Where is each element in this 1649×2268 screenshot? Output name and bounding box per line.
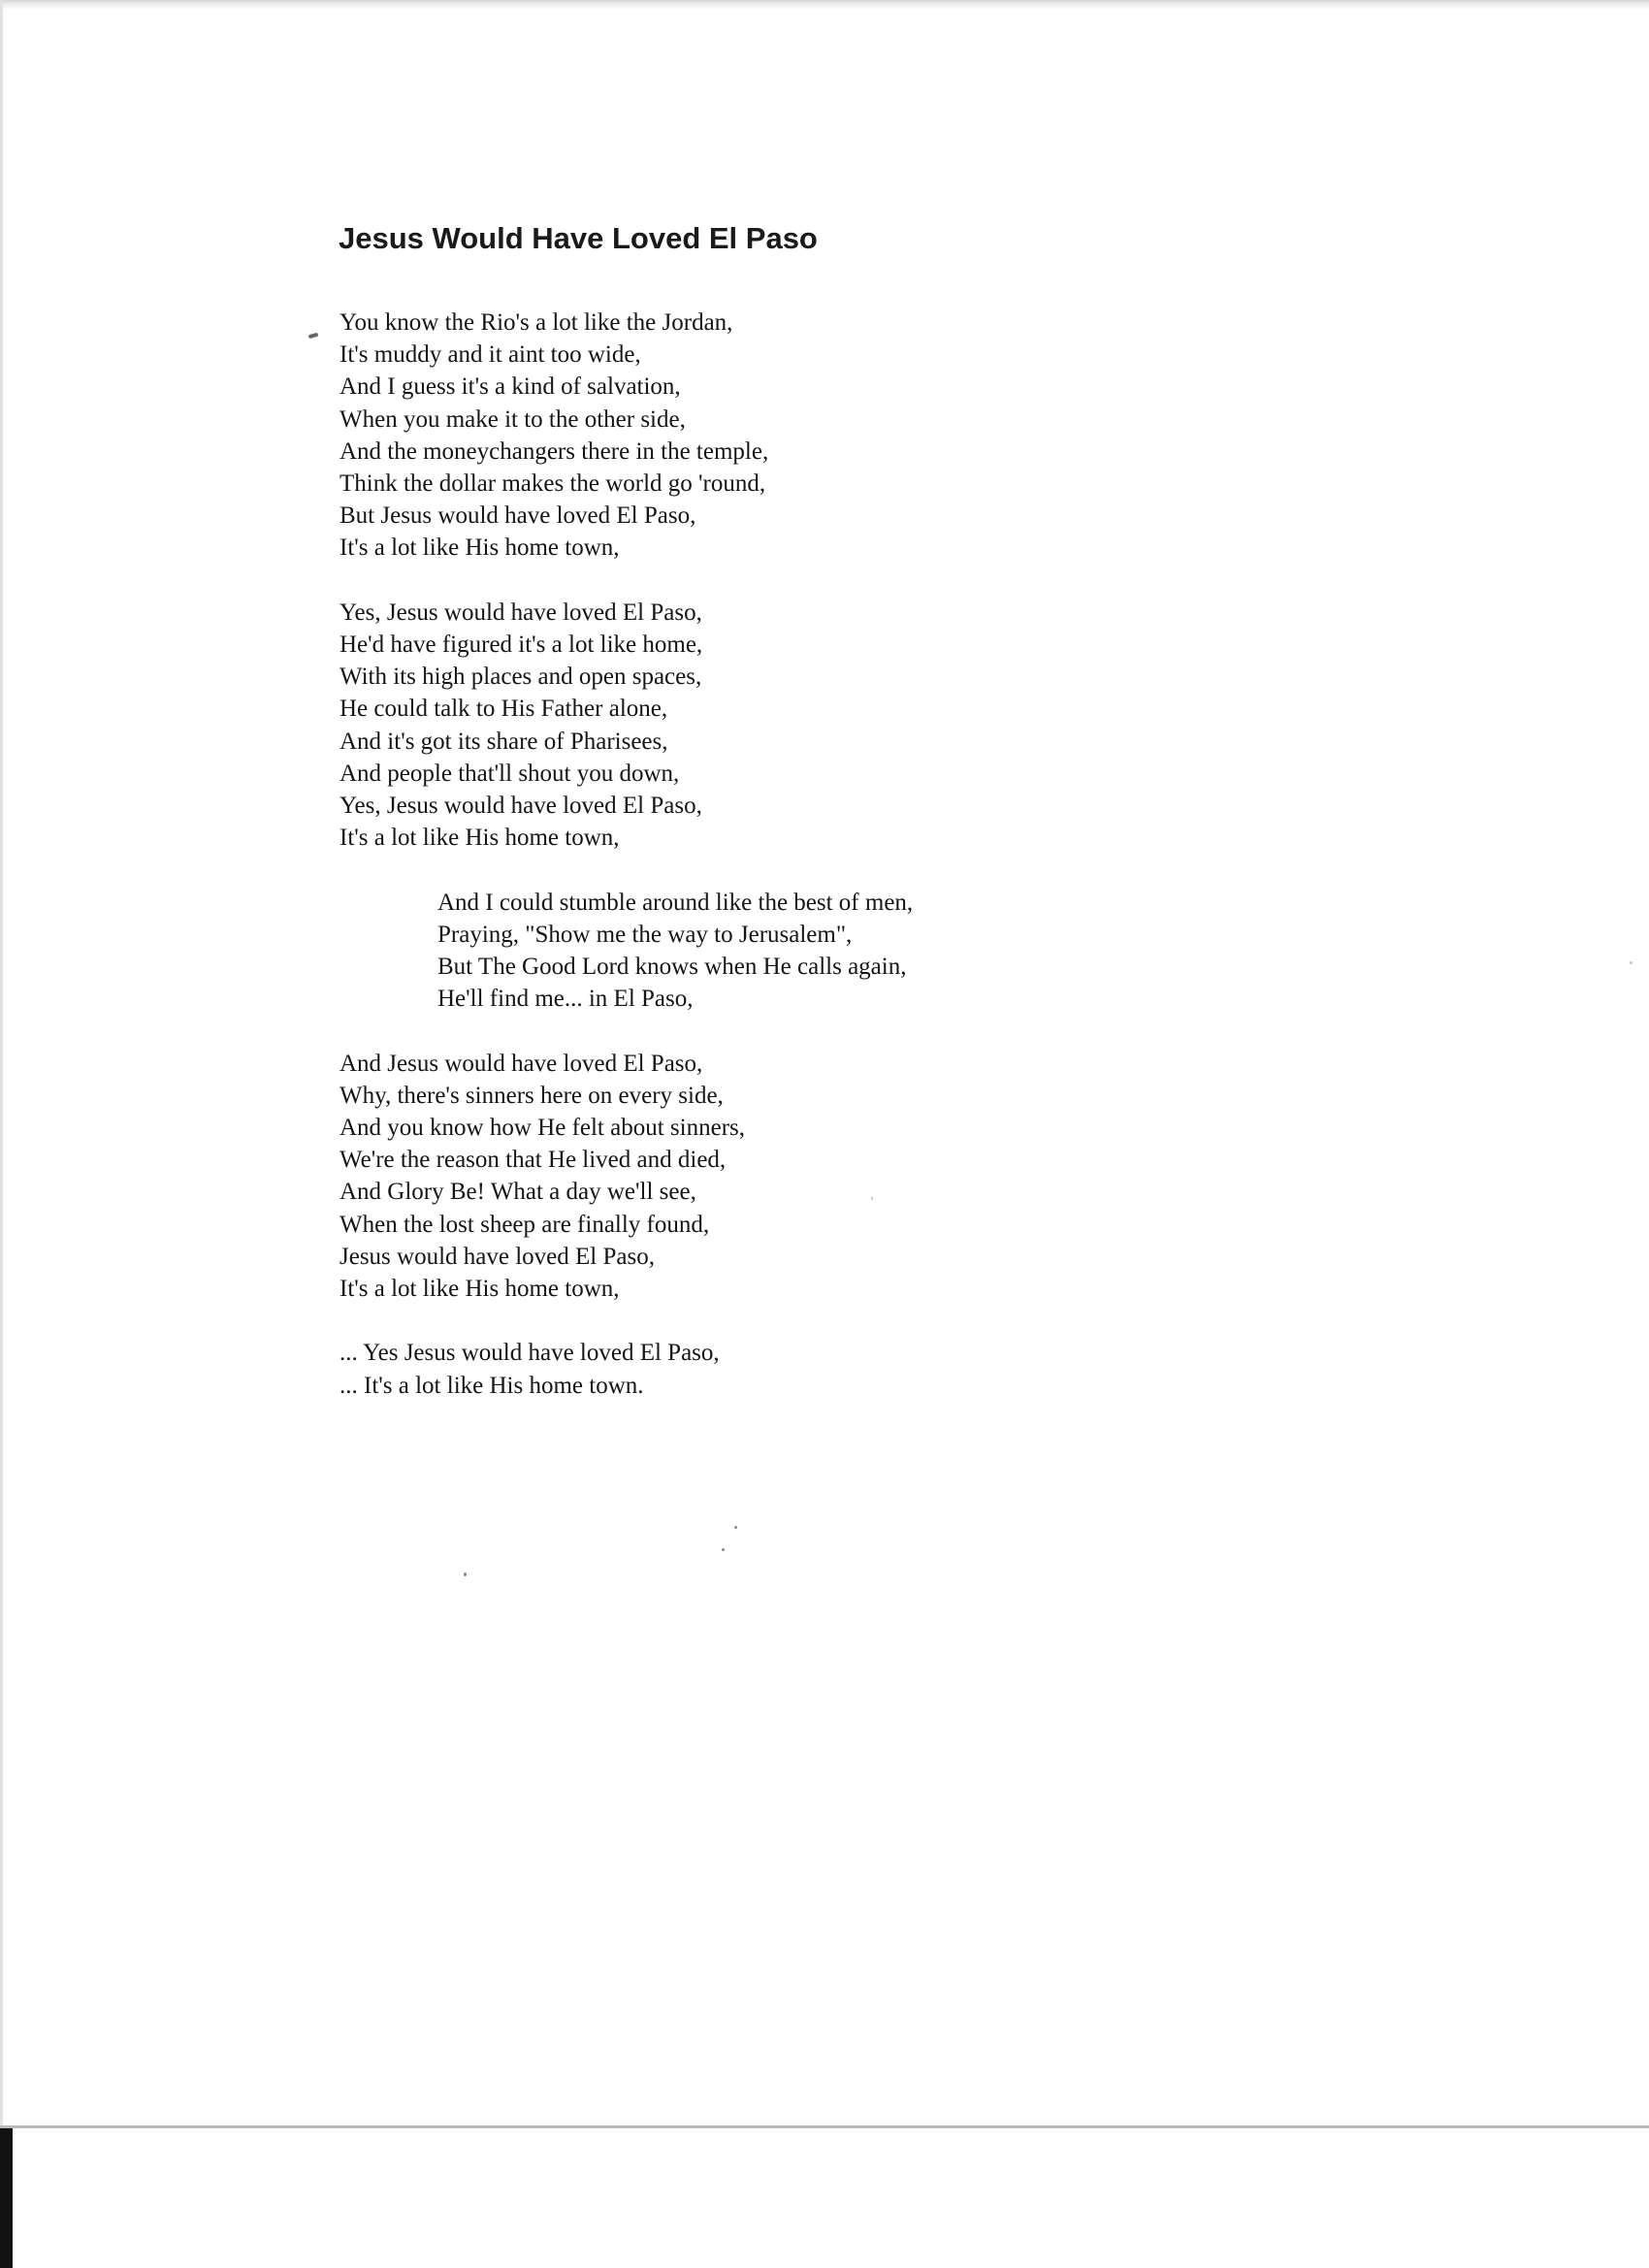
lyric-line: Think the dollar makes the world go 'round, bbox=[340, 470, 766, 498]
verse-stanza bbox=[340, 597, 913, 855]
lyric-line: When you make it to the other side, bbox=[340, 405, 686, 433]
lyric-line: ... It's a lot like His home town. bbox=[340, 1372, 644, 1399]
lyric-line: It's a lot like His home town, bbox=[340, 535, 620, 562]
lyric-line: And Jesus would have loved El Paso, bbox=[340, 1050, 703, 1077]
lyric-line: It's muddy and it aint too wide, bbox=[340, 341, 641, 369]
lyric-line: You know the Rio's a lot like the Jordan, bbox=[340, 309, 733, 336]
verse-stanza bbox=[340, 1048, 913, 1306]
scan-speck bbox=[734, 1526, 737, 1529]
lyric-line: He could talk to His Father alone, bbox=[340, 696, 668, 723]
scan-speck bbox=[1630, 961, 1633, 964]
lyric-line: And the moneychangers there in the temple, bbox=[340, 437, 769, 465]
lyric-line: And you know how He felt about sinners, bbox=[340, 1115, 745, 1142]
lyric-line: But Jesus would have loved El Paso, bbox=[340, 502, 696, 530]
lyric-line: With its high places and open spaces, bbox=[340, 664, 702, 691]
lyric-line: Why, there's sinners here on every side, bbox=[340, 1082, 724, 1109]
song-title: Jesus Would Have Loved El Paso bbox=[339, 221, 818, 255]
lyric-line: But The Good Lord knows when He calls again, bbox=[437, 954, 907, 981]
lyric-line: And Glory Be! What a day we'll see, bbox=[340, 1179, 696, 1206]
verse-stanza bbox=[340, 1337, 913, 1401]
lyric-line: ... Yes Jesus would have loved El Paso, bbox=[340, 1340, 720, 1367]
lyric-line: Jesus would have loved El Paso, bbox=[340, 1243, 655, 1270]
bridge-stanza bbox=[340, 887, 913, 1016]
lyric-line: We're the reason that He lived and died, bbox=[340, 1147, 727, 1174]
lyric-line: Yes, Jesus would have loved El Paso, bbox=[340, 793, 702, 820]
lyric-line: When the lost sheep are finally found, bbox=[340, 1211, 710, 1238]
lyric-line: It's a lot like His home town, bbox=[340, 825, 620, 852]
scan-left-edge bbox=[0, 0, 3, 2268]
lyrics-body bbox=[340, 307, 913, 1434]
scan-speck bbox=[464, 1572, 467, 1576]
lyric-line: And I guess it's a kind of salvation, bbox=[340, 373, 681, 401]
lyric-line: He'd have figured it's a lot like home, bbox=[340, 632, 703, 659]
lyric-line: It's a lot like His home town, bbox=[340, 1276, 620, 1303]
scan-fold-line bbox=[0, 2125, 1649, 2128]
lyric-line: And I could stumble around like the best of men, bbox=[437, 889, 914, 916]
lyric-line: Yes, Jesus would have loved El Paso, bbox=[340, 599, 702, 626]
lyric-line: And people that'll shout you down, bbox=[340, 760, 680, 787]
lyric-line: And it's got its share of Pharisees, bbox=[340, 728, 668, 755]
lyric-line: He'll find me... in El Paso, bbox=[437, 986, 694, 1013]
verse-stanza bbox=[340, 307, 913, 565]
scan-speck bbox=[722, 1548, 725, 1551]
scan-top-edge bbox=[0, 0, 1649, 10]
pen-mark bbox=[308, 333, 319, 339]
scan-dark-edge bbox=[0, 2128, 13, 2268]
lyric-line: Praying, "Show me the way to Jerusalem", bbox=[437, 921, 853, 948]
